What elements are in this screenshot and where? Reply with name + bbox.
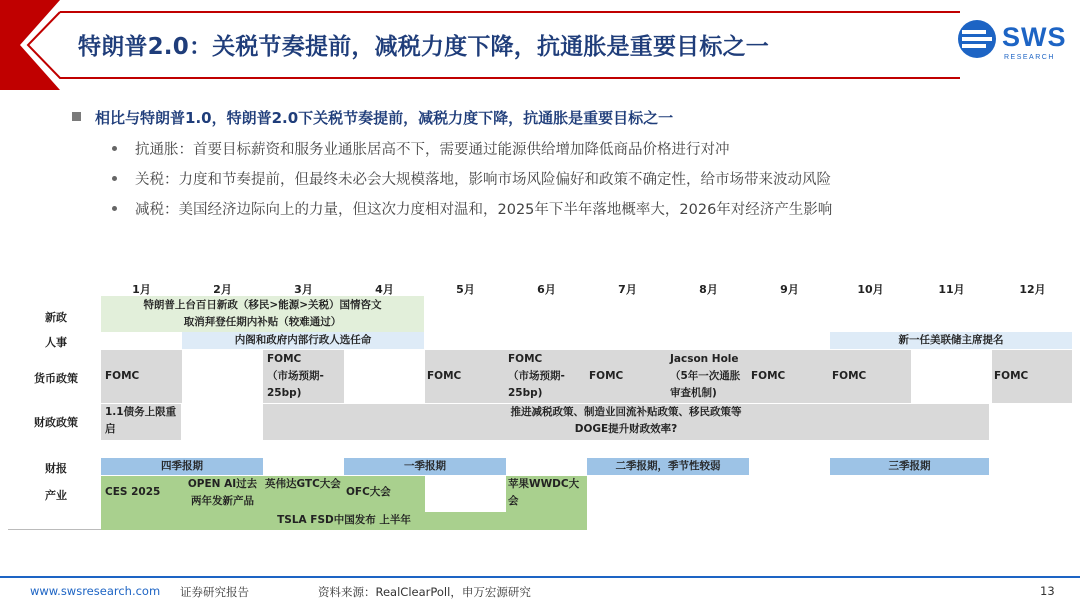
dot-bullet-icon: [112, 206, 117, 211]
nvidia-gtc: 英伟达GTC大会: [263, 476, 344, 512]
jackson-hole: Jacson Hole （5年一次通胀 审查机制): [668, 350, 749, 403]
bullet-tariff: 关税：力度和节奏提前，但最终未必会大规模落地，影响市场风险偏好和政策不确定性，给市场带来波动风险: [112, 168, 831, 189]
row-label-fiscal: 财政政策: [34, 416, 78, 429]
ofc-conference: OFC大会: [344, 476, 425, 512]
new-policy-block: 特朗普上台百日新政（移民>能源>关税）国情咨文 取消拜登任期内补贴（较难通过）: [101, 296, 424, 332]
fomc-jun: FOMC （市场预期- 25bp): [506, 350, 587, 403]
cabinet-appointment: 内阁和政府内部行政人选任命: [182, 332, 424, 349]
footer-source: 资料来源：RealClearPoll，申万宏源研究: [318, 585, 531, 599]
square-bullet-icon: [72, 112, 81, 121]
row-label-personnel: 人事: [45, 336, 67, 349]
row-label-monetary: 货币政策: [34, 372, 78, 385]
apple-wwdc: 苹果WWDC大会: [506, 476, 587, 512]
row-label-earnings: 财报: [45, 462, 67, 475]
month-10: 10月: [857, 283, 884, 296]
month-1: 1月: [132, 283, 151, 296]
fed-chair-nomination: 新一任美联储主席提名: [830, 332, 1072, 349]
sws-logo-icon: [956, 18, 998, 60]
month-8: 8月: [699, 283, 718, 296]
row-label-industry: 产业: [45, 489, 67, 502]
month-6: 6月: [537, 283, 556, 296]
month-2: 2月: [213, 283, 232, 296]
row-label-new-policy: 新政: [45, 311, 67, 324]
footer-line: [0, 576, 1080, 578]
page-title: 特朗普2.0：关税节奏提前，减税力度下降，抗通胀是重要目标之一: [78, 34, 769, 60]
row-divider: [8, 512, 101, 530]
month-9: 9月: [780, 283, 799, 296]
fomc-jul: FOMC: [587, 350, 668, 403]
dot-bullet-icon: [112, 176, 117, 181]
fomc-mar: FOMC （市场预期- 25bp): [263, 350, 344, 403]
debt-ceiling-restart: 1.1债务上限重启: [101, 404, 181, 440]
fiscal-policy-block: 推进减税政策、制造业回流补贴政策、移民政策等 DOGE提升财政效率?: [263, 404, 989, 440]
tsla-fsd-china: TSLA FSD中国发布 上半年: [101, 512, 587, 530]
q3-earnings-season: 三季报期: [830, 458, 989, 475]
month-4: 4月: [375, 283, 394, 296]
month-11: 11月: [938, 283, 965, 296]
fomc-dec: FOMC: [992, 350, 1072, 403]
main-bullet: 相比与特朗普1.0，特朗普2.0下关税节奏提前，减税力度下降，抗通胀是重要目标之一: [72, 107, 673, 128]
month-5: 5月: [456, 283, 475, 296]
month-7: 7月: [618, 283, 637, 296]
q4-earnings-season: 四季报期: [101, 458, 263, 475]
fomc-jan: FOMC: [101, 350, 182, 403]
bullet-tax-cut: 减税：美国经济边际向上的力量，但这次力度相对温和，2025年下半年落地概率大，2026年对经济产生影响: [112, 198, 832, 219]
fomc-oct: FOMC: [830, 350, 911, 403]
q1-earnings-season: 一季报期: [344, 458, 506, 475]
q2-earnings-season: 二季报期，季节性较弱: [587, 458, 749, 475]
fomc-may: FOMC: [425, 350, 506, 403]
footer-url[interactable]: www.swsresearch.com: [30, 584, 161, 598]
footer-report-type: 证券研究报告: [180, 585, 249, 599]
page-number: 13: [1040, 584, 1055, 598]
bullet-inflation: 抗通胀：首要目标薪资和服务业通胀居高不下，需要通过能源供给增加降低商品价格进行对冲: [112, 138, 730, 159]
month-3: 3月: [294, 283, 313, 296]
fomc-sep: FOMC: [749, 350, 830, 403]
openai-launch: OPEN AI过去两年发新产品: [182, 476, 263, 512]
logo-subtext: RESEARCH: [1004, 54, 1055, 61]
dot-bullet-icon: [112, 146, 117, 151]
ces-2025: CES 2025: [101, 476, 182, 512]
month-12: 12月: [1019, 283, 1046, 296]
logo-text: SWS: [1002, 22, 1067, 52]
